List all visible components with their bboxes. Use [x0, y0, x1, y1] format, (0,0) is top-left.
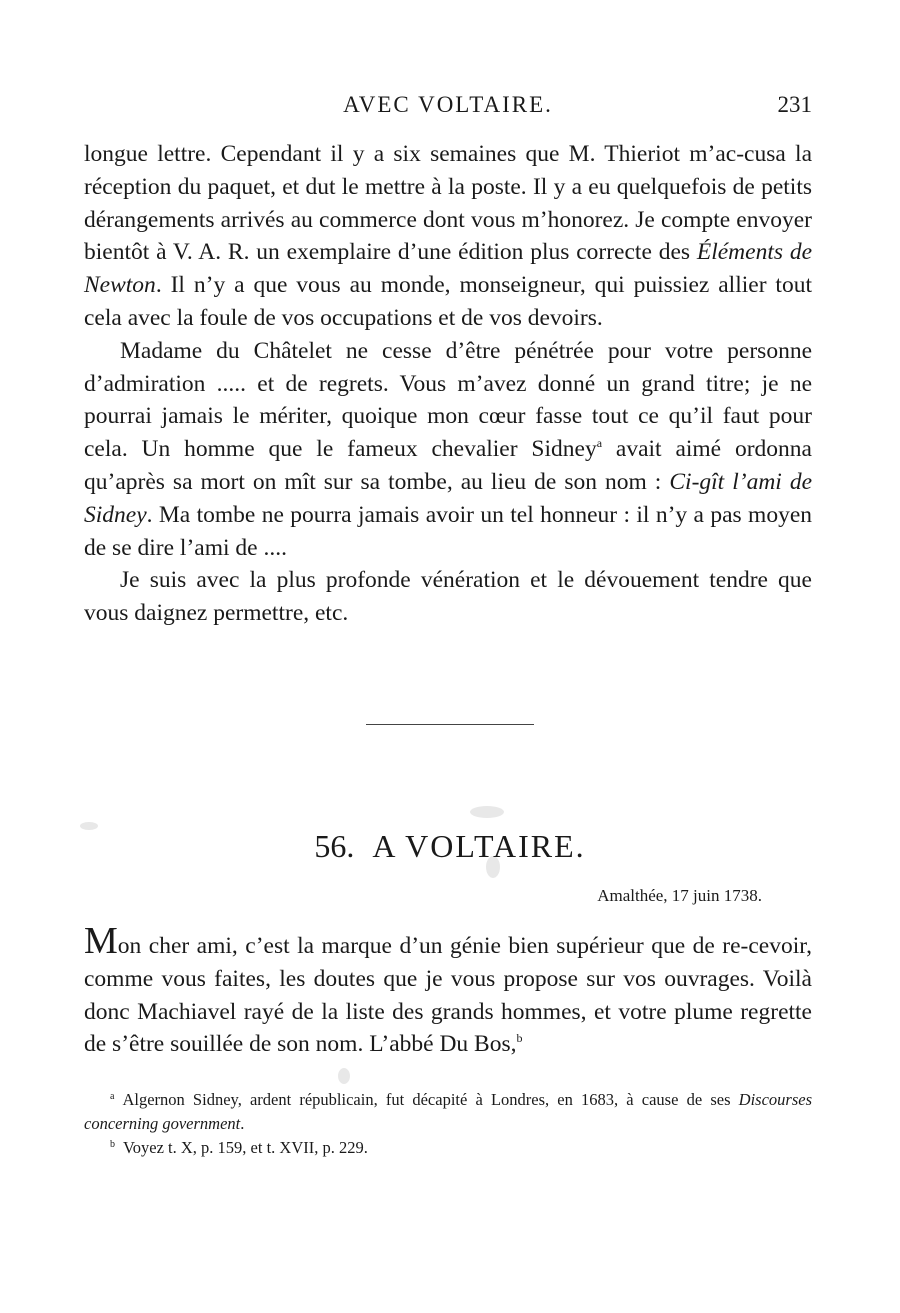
epitaph-italic: Ci-gît l’ami de Sidney: [84, 468, 813, 528]
letter-number: 56.: [314, 828, 355, 864]
paragraph-2: Madame du Châtelet ne cesse d’être pénétrée pour votre personne d’admiration ..... et de regrets. Vous m’avez donné un grand titre; je ne pourrai jamais le mériter, quoique mon cœur fasse tout ce qu’il faut pour cela. Un homme que le fameux chevalier Sidney$^a$ avait aimé ordonna qu’après sa mort on mît sur sa tombe, au lieu de son nom : Ci-gît l’ami de Sidney. Ma tombe ne pourra jamais avoir un tel honneur : il n’y a pas moyen de se dire l’ami de ....: [84, 337, 813, 561]
footnote-a: $^a$ Algernon Sidney, ardent républicain, fut décapité à Londres, en 1683, à cause de ses Discourses concerning government.: [84, 1090, 812, 1133]
paper-smudge: [338, 1068, 350, 1084]
paragraph-1: longue lettre. Cependant il y a six semaines que M. Thieriot m’ac-cusa la réception du paquet, et dut le mettre à la poste. Il y a eu quelquefois de petits dérangements arrivés au commerce dont vous m’honorez. Je compte envoyer bientôt à V. A. R. un exemplaire d’une édition plus correcte des Éléments de Newton. Il n’y a que vous au monde, monseigneur, qui puissiez allier tout cela avec la foule de vos occupations et de vos devoirs.: [84, 141, 813, 331]
letter-title: A VOLTAIRE.: [372, 828, 586, 864]
footnote-ref-b: b: [516, 1031, 523, 1046]
continued-letter: [84, 138, 812, 630]
letter-opening-paragraph: Mon cher ami, c’est la marque d’un génie bien supérieur que de re-cevoir, comme vous faites, les doutes que je vous propose sur vos ouvrages. Voilà donc Machiavel rayé de la liste des grands hommes, et votre plume regrette de s’être souillée de son nom. L’abbé Du Bos,$^b$: [84, 920, 812, 1058]
book-title-italic: Éléments de Newton: [84, 239, 813, 299]
drop-cap: M: [84, 920, 118, 962]
paragraph-3: Je suis avec la plus profonde vénération et le dévouement tendre que vous daignez permettre, etc.: [84, 567, 812, 627]
running-head: [84, 92, 812, 122]
letter-heading: [0, 828, 900, 865]
footnote-ref-a: a: [596, 436, 603, 451]
new-letter-body: [84, 920, 812, 1061]
running-title: AVEC VOLTAIRE.: [343, 92, 553, 117]
paper-smudge: [470, 806, 504, 818]
dateline: Amalthée, 17 juin 1738.: [597, 886, 762, 905]
footnote-b: $^b$ Voyez t. X, p. 159, et t. XVII, p. 229.: [110, 1138, 368, 1157]
section-divider: [366, 724, 534, 725]
page-number: 231: [777, 92, 812, 117]
footnotes: [84, 1088, 812, 1160]
